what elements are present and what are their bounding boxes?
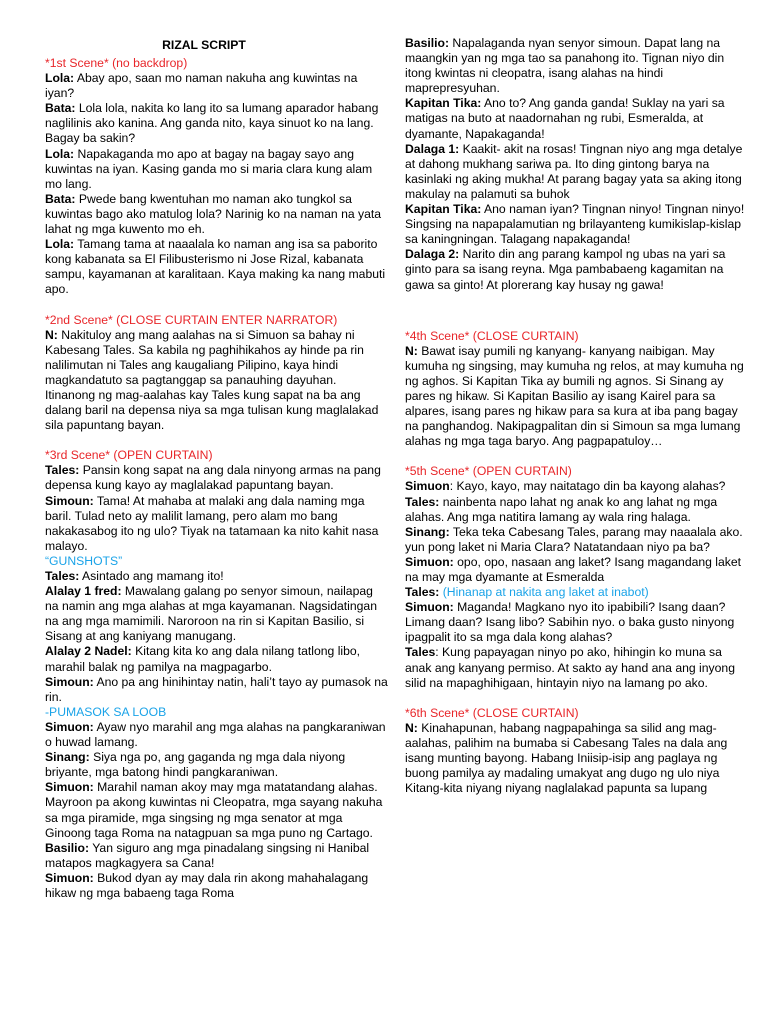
- left-column-blocks: [45, 56, 389, 901]
- speaker-name: Tales:: [405, 494, 440, 509]
- speaker-name: Bata:: [45, 191, 76, 206]
- dialogue-text: Bawat isay pumili ng kanyang- kanyang naibigan. May kumuha ng singsing, may kumuha ng relos, at may kumuha ng ng aghos. Si Kapitan Tika ay bumili ng agnos. Si Sinang ay pares ng hikaw. Si Kapitan Basilio ay isang Kairel para sa alpares, isang pares ng hikaw para sa kura at iba pang bagay na panghandog. Nakipagpalitan din si Simoun sa mga lumang alahas ng mga taga baryo. Ang pagpapatuloy…: [405, 343, 744, 449]
- speaker-name: Lola:: [45, 146, 75, 161]
- scene-heading: *1st Scene* (no backdrop): [45, 56, 188, 70]
- dialogue-text: Lola lola, nakita ko lang ito sa lumang aparador habang naglilinis ako kanina. Ang ganda nito, kaya sinuot ko na lang. Bagay ba sakin?: [45, 101, 379, 146]
- dialogue-line: [405, 202, 749, 247]
- dialogue-text: Maganda! Magkano nyo ito ipabibili? Isang daan? Limang daan? Isang libo? Sabihin nyo. o baka gusto ninyong ipagpalit ito sa mga dala kong alahas?: [405, 600, 735, 645]
- speaker-name: Simuon:: [45, 780, 94, 795]
- dialogue-text: Kaakit- akit na rosas! Tingnan niyo ang mga detalye at dahong mukhang sariwa pa. Ito ding gintong barya na kasinlaki ng aking mukha! At parang bagay yata sa aking itong makulay na palamuti sa buhok: [405, 141, 743, 201]
- dialogue-text: : Kung papayagan ninyo po ako, hihingin ko muna sa anak ang kanyang permiso. At sakto ay hand ana ang inyong silid na mapaghihigaan, hintayin niyo na lamang po ako.: [405, 645, 735, 690]
- dialogue-text: Ano pa ang hinihintay natin, hali’t tayo ay pumasok na rin.: [45, 674, 388, 704]
- dialogue-text: Napakaganda mo apo at bagay na bagay sayo ang kuwintas na iyan. Kasing ganda mo si maria clara kung alam mo lang.: [45, 146, 373, 191]
- speaker-name: Simuon:: [405, 600, 454, 615]
- dialogue-text: Siya nga po, ang gaganda ng mga dala niyong briyante, mga batong hindi pangkaraniwan.: [45, 750, 346, 780]
- dialogue-text: Pansin kong sapat na ang dala ninyong armas na pang depensa kung kayo ay maglalakad papuntang bayan.: [45, 463, 381, 493]
- dialogue-line: [45, 841, 389, 871]
- dialogue-line: [45, 237, 389, 297]
- dialogue-line: [45, 147, 389, 192]
- dialogue-line: [45, 101, 389, 146]
- dialogue-text: Teka teka Cabesang Tales, parang may naaalala ako. yun pong laket ni Maria Clara? Natatandaan niyo pa ba?: [405, 524, 743, 554]
- dialogue-line: [45, 871, 389, 901]
- dialogue-text: nainbenta napo lahat ng anak ko ang lahat ng mga alahas. Ang mga natitira lamang ay wala ring halaga.: [405, 494, 718, 524]
- speaker-name: Lola:: [45, 237, 75, 252]
- dialogue-line: [405, 495, 749, 525]
- dialogue-line: [405, 525, 749, 555]
- dialogue-text: : Kayo, kayo, may naitatago din ba kayong alahas?: [449, 479, 726, 494]
- speaker-name: Alalay 1 fred:: [45, 584, 122, 599]
- dialogue-line: [45, 675, 389, 705]
- speaker-name: N:: [405, 343, 418, 358]
- speaker-name: Alalay 2 Nadel:: [45, 644, 132, 659]
- dialogue-text: Asintado ang mamang ito!: [79, 569, 224, 583]
- dialogue-line: [45, 780, 389, 840]
- dialogue-line: [45, 569, 389, 584]
- speaker-name: Dalaga 2:: [405, 247, 460, 262]
- dialogue-text: Ano naman iyan? Tingnan ninyo! Tingnan ninyo! Singsing na napapalamutian ng brilayanteng kumikislap-kislap sa kaningningan. Talagang napakaganda!: [405, 202, 745, 247]
- dialogue-text: Narito din ang parang kampol ng ubas na yari sa ginto para sa isang reyna. Mga pambabaeng kagamitan na gawa sa ginto! At plorerang kay husay ng gawa!: [405, 247, 726, 292]
- stage-cue: -PUMASOK SA LOOB: [45, 704, 167, 719]
- speaker-name: Kapitan Tika:: [405, 96, 482, 111]
- speaker-name: Simuon:: [405, 554, 454, 569]
- dialogue-line: [45, 584, 389, 644]
- dialogue-text: Yan siguro ang mga pinadalang singsing ni Hanibal matapos magkagyera sa Cana!: [45, 840, 370, 870]
- dialogue-text: Tamang tama at naaalala ko naman ang isa sa paborito kong kabanata sa El Filibusterismo ni Jose Rizal, kabanata sampu, kayamanan at karalitaan. Kaya making ka nang mabuti apo.: [45, 237, 386, 297]
- dialogue-text: Ano to? Ang ganda ganda! Suklay na yari sa matigas na buto at naadornahan ng rubi, Esmeralda, at dyamante, Napakaganda!: [405, 96, 725, 141]
- dialogue-line: [405, 96, 749, 141]
- speaker-name: Dalaga 1:: [405, 141, 460, 156]
- speaker-name: Tales:: [405, 585, 440, 600]
- scene-heading: *3rd Scene* (OPEN CURTAIN): [45, 448, 213, 463]
- dialogue-text: Abay apo, saan mo naman nakuha ang kuwintas na iyan?: [45, 71, 358, 101]
- dialogue-line: [45, 494, 389, 554]
- scene-heading: *5th Scene* (OPEN CURTAIN): [405, 464, 572, 479]
- dialogue-line: [405, 344, 749, 450]
- dialogue-line: [405, 479, 749, 494]
- dialogue-text: Tama! At mahaba at malaki ang dala naming mga baril. Tulad neto ay malilit lamang, pero alam mo bang nakakasabog ito ng ulo? Tiyak na tatamaan ka nito kahit nasa malayo.: [45, 493, 379, 553]
- speaker-name: Simoun:: [45, 493, 94, 508]
- dialogue-text: Marahil naman akoy may mga matatandang alahas. Mayroon pa akong kuwintas ni Cleopatra, mga sayang nakuha sa mga piramide, mga singsing ng mga senator at mga Ginoong taga Roma na natagpuan sa mga puno ng Cartago.: [45, 780, 383, 840]
- dialogue-line: [45, 750, 389, 780]
- dialogue-text: Bukod dyan ay may dala rin akong mahahalagang hikaw ng mga babaeng taga Roma: [45, 870, 369, 900]
- dialogue-text: Ayaw nyo marahil ang mga alahas na pangkaraniwan o huwad lamang.: [45, 719, 386, 750]
- dialogue-line: [405, 721, 749, 796]
- speaker-name: Lola:: [45, 71, 75, 86]
- dialogue-line: [405, 585, 749, 600]
- speaker-name: Simuon:: [45, 719, 94, 734]
- speaker-name: Simuon:: [45, 870, 94, 885]
- dialogue-line: [405, 36, 749, 96]
- dialogue-text: Kinahapunan, habang nagpapahinga sa silid ang mag- aalahas, palihim na bumaba si Cabesang Tales na dala ang isang munting bayong. Habang Iniisip-isip ang paglaya ng buong pamilya ay madaling umakyat ang dugo ng ulo niya Kitang-kita niyang niyang naglalakad papunta sa lupang: [405, 720, 728, 796]
- speaker-name: Kapitan Tika:: [405, 202, 482, 217]
- dialogue-line: [45, 328, 389, 434]
- dialogue-line: [45, 463, 389, 493]
- dialogue-text: Mawalang galang po senyor simoun, nailapag na namin ang mga alahas at mga kayamanan. Nagsidatingan na ang mga mamimili. Naroroon na rin si Kapitan Basilio, si Sisang at ang kaniyang manugang.: [45, 584, 377, 644]
- dialogue-line: [405, 142, 749, 202]
- dialogue-line: [45, 720, 389, 750]
- dialogue-text: Napalaganda nyan senyor simoun. Dapat lang na maangkin yan ng mga tao sa panahong ito. Tignan niyo din itong kwintas ni cleopatra, isang alahas na hindi maprepresyuhan.: [405, 36, 725, 96]
- speaker-name: Simoun:: [45, 674, 94, 689]
- inline-stage-cue: (Hinanap at nakita ang laket at inabot): [439, 585, 649, 600]
- speaker-name: Tales: [405, 645, 436, 660]
- speaker-name: Sinang:: [405, 524, 450, 539]
- dialogue-text: Nakituloy ang mang aalahas na si Simuon sa bahay ni Kabesang Tales. Sa kabila ng paghihikahos ay hinde pa rin nalilimutan ni Tales ang kaugaliang Pilipino, kaya hindi magkandatuto sa pagtanggap sa panauhing dayuhan. Itinanong ng mag-aalahas kay Tales kung sapat na ba ang dalang baril na depensa niya sa mga tulisan kung maglalakad sila papuntang bayan.: [45, 327, 379, 433]
- stage-cue: “GUNSHOTS”: [45, 553, 123, 568]
- dialogue-line: [405, 645, 749, 690]
- speaker-name: N:: [45, 327, 58, 342]
- scene-heading: *4th Scene* (CLOSE CURTAIN): [405, 328, 579, 343]
- speaker-name: Bata:: [45, 101, 76, 116]
- dialogue-text: Pwede bang kwentuhan mo naman ako tungkol sa kuwintas bago ako matulog lola? Narinig ko na naman na yata lahat ng mga kuwento mo eh.: [45, 191, 382, 237]
- dialogue-line: [405, 247, 749, 292]
- scene-heading: *6th Scene* (CLOSE CURTAIN): [405, 705, 579, 720]
- dialogue-line: [45, 644, 389, 674]
- speaker-name: Simuon: [405, 479, 450, 494]
- right-column: [405, 36, 749, 796]
- dialogue-text: opo, opo, nasaan ang laket? Isang magandang laket na may mga dyamante at Esmeralda: [405, 554, 742, 584]
- speaker-name: Sinang:: [45, 750, 90, 765]
- speaker-name: Basilio:: [45, 840, 90, 855]
- page-title: RIZAL SCRIPT: [162, 38, 246, 52]
- speaker-name: Tales:: [45, 569, 80, 583]
- right-column-blocks: [405, 36, 749, 796]
- scene-heading: *2nd Scene* (CLOSE CURTAIN ENTER NARRATOR): [45, 312, 338, 327]
- left-column: [45, 36, 389, 901]
- speaker-name: Basilio:: [405, 36, 450, 50]
- dialogue-line: [45, 192, 389, 237]
- dialogue-line: [45, 71, 389, 101]
- dialogue-text: Kitang kita ko ang dala nilang tatlong libo, marahil balak ng pamilya na magpagarbo.: [45, 644, 361, 674]
- dialogue-line: [405, 555, 749, 585]
- speaker-name: N:: [405, 720, 418, 735]
- speaker-name: Tales:: [45, 463, 80, 478]
- dialogue-line: [405, 600, 749, 645]
